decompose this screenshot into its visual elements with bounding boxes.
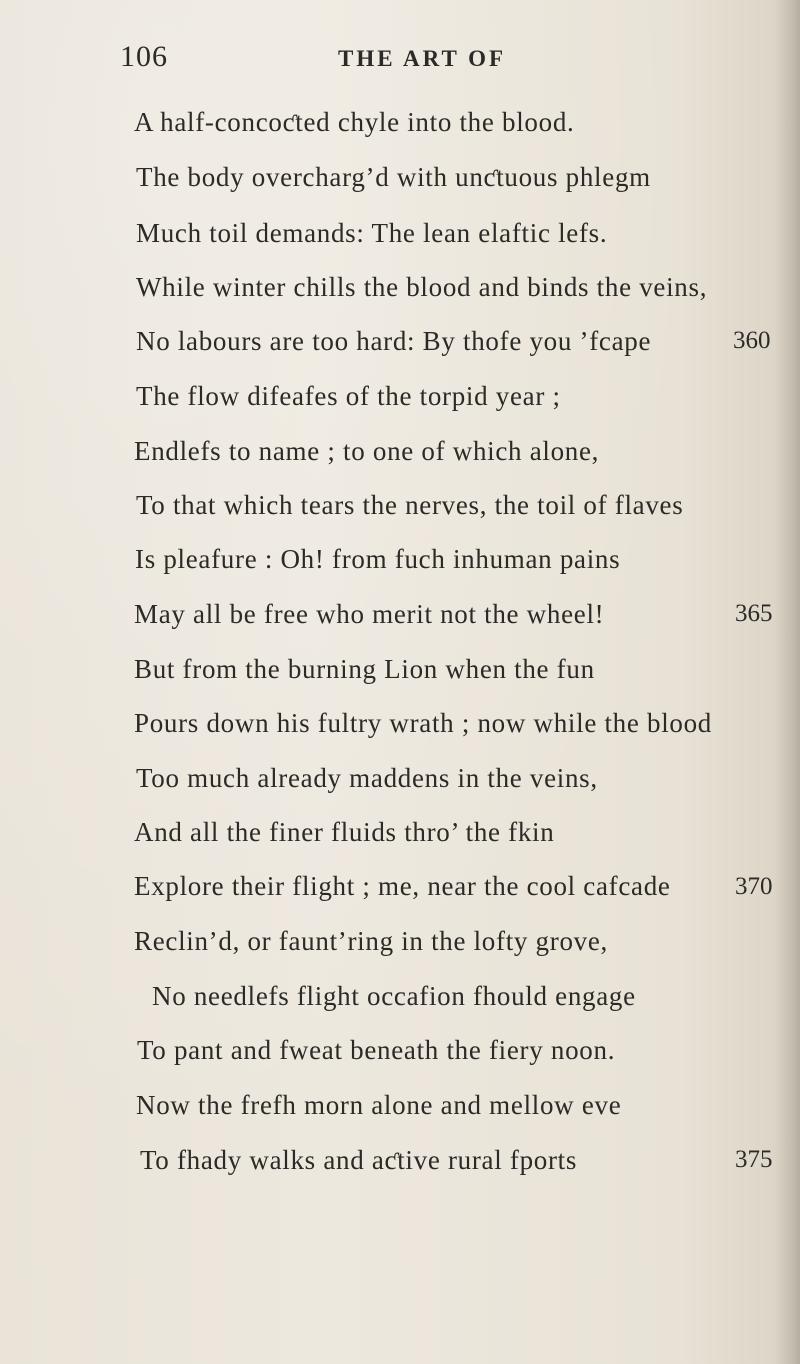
verse-line: But from the burning Lion when the fun	[134, 654, 595, 684]
verse-line: No labours are too hard: By thofe you ’fcape	[136, 326, 652, 356]
page-number: 106	[120, 40, 168, 73]
verse-line: No needlefs flight occafion fhould engage	[152, 981, 636, 1011]
verse-line: To fhady walks and aƈtive rural fports	[140, 1145, 578, 1175]
verse-line: To that which tears the nerves, the toil of flaves	[136, 490, 684, 520]
verse-line: Too much already maddens in the veins,	[136, 763, 598, 793]
verse-line: Now the frefh morn alone and mellow eve	[136, 1090, 622, 1120]
verse-line: The body overcharg’d with unƈtuous phlegm	[136, 162, 651, 192]
verse-line: Pours down his fultry wrath ; now while the blood	[134, 708, 713, 738]
verse-line: The flow difeafes of the torpid year ;	[136, 381, 561, 411]
line-number: 360	[733, 327, 771, 354]
running-head: THE ART OF	[338, 46, 507, 71]
verse-line: Reclin’d, or faunt’ring in the lofty grove,	[134, 926, 608, 956]
verse-line: While winter chills the blood and binds the veins,	[136, 272, 708, 302]
line-number: 365	[735, 600, 773, 627]
verse-line: A half-concoƈted chyle into the blood.	[134, 107, 575, 137]
verse-line: Endlefs to name ; to one of which alone,	[134, 436, 600, 466]
line-number: 370	[735, 873, 773, 900]
verse-line: Is pleafure : Oh! from fuch inhuman pains	[135, 544, 621, 574]
verse-line: Much toil demands: The lean elaftic lefs.	[136, 218, 608, 248]
verse-line: Explore their flight ; me, near the cool cafcade	[134, 871, 671, 901]
line-number: 375	[735, 1146, 773, 1173]
verse-line: To pant and fweat beneath the fiery noon.	[137, 1035, 616, 1065]
verse-line: May all be free who merit not the wheel!	[134, 599, 605, 629]
verse-line: And all the finer fluids thro’ the fkin	[134, 817, 555, 847]
